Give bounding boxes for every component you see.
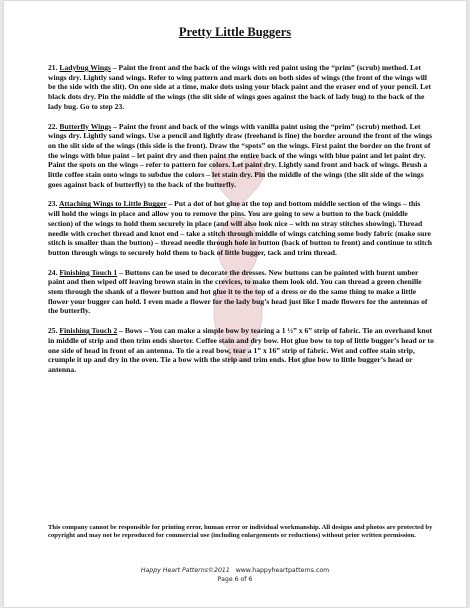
footer-line: [4, 566, 466, 575]
step-24: [48, 268, 434, 317]
step-text: – Buttons can be used to decorate the dresses. New buttons can be painted with burnt umber paint and then wiped off leaving brown stain in the crevices, to make them look old. You can thread a green chenille stem through the shank of a flower button and hot glue it to the top of a dress or do the same thing to make a little flower your bugger can hold. I even made a flower for the lady bug’s head just like I made flowers for the antennas of the butterfly.: [48, 267, 428, 316]
step-22: [48, 122, 434, 190]
step-number: 22.: [48, 121, 58, 131]
step-number: 25.: [48, 326, 58, 336]
step-heading: Butterfly Wings: [59, 121, 112, 131]
page-number: Page 6 of 6: [217, 576, 253, 583]
step-25: [48, 326, 434, 375]
step-text: – Paint the front and back of the wings with vanilla paint using the “prim” (scrub) method. Let wings dry. Lightly sand wings. Use a pencil and lightly draw (freehand is fine) the border around the front of the wings on the slit side of the wings (this side is the front). Draw the “spots” on the wings. First paint the border on the front of the wings with blue paint – let paint dry and then paint the entire back of the wings with blue paint and let paint dry. Paint the spots on the wings – refer to pattern for colors. Let paint dry. Lightly sand front and back of wings. Brush a little coffee stain onto wings to subdue the colors – let stain dry. Pin the middle of the wings (the slit side of the wings goes against back of butterfly) to the back of the butterfly.: [48, 121, 433, 189]
step-number: 21.: [48, 63, 58, 72]
step-number: 23.: [48, 199, 58, 209]
page-title: Pretty Little Buggers: [178, 25, 292, 39]
step-heading: Finishing Touch 1: [59, 267, 118, 277]
step-text: – Bows – You can make a simple bow by tearing a 1 ½” x 6” strip of fabric. Tie an overhand knot in middle of strip and then trim ends shorter. Coffee stain and dry bow. Hot glue bow to top of little bugger’s head or to one side of head in front of an antenna. To tie a real bow, tear a 1” x 16” strip of fabric. Wet and coffee stain strip, crumple it up and dry in the oven. Tie a bow with the strip and trim ends. Hot glue bow to little bugger’s head or antenna.: [48, 326, 434, 374]
instructions: [48, 63, 434, 385]
step-heading: Attaching Wings to Little Bugger: [58, 199, 167, 209]
brand-name: Happy Heart Patterns©2011: [140, 567, 230, 574]
step-heading: Finishing Touch 2: [59, 326, 118, 336]
step-heading: Ladybug Wings: [59, 63, 111, 72]
step-text: – Paint the front and the back of the wings with red paint using the “prim” (scrub) method. Let wings dry. Lightly sand wings. Refer to wing pattern and mark dots on both sides of wings (the front of the wings will be the side with the slit). On one side at a time, make dots using your black paint and the eraser end of your pencil. Let black dots dry. Pin the middle of the wings (the slit side of wings goes against the back of lady bug) to the back of the lady bug. Go to step 23.: [48, 63, 432, 111]
page-footer: [4, 566, 466, 584]
step-21: [48, 63, 434, 112]
website-link[interactable]: www.happyheartpatterns.com: [235, 567, 330, 574]
step-23: [48, 199, 434, 257]
step-text: – Put a dot of hot glue at the top and bottom middle section of the wings – this will hold the wings in place and allow you to remove the pins. You are going to sew a button to the back (middle section) of the wings to hold them securely in place (and will also look nice – with no stray stitches showing). Thread needle with crochet thread and knot end – take a stitch through middle of wings catching some body fabric (make sure stitch is smaller than the button) – thread needle through hole in button (back of button to front) and continue to stitch button through wings to securely hold them to back of little bugger, tack and trim thread.: [48, 199, 433, 257]
document-page: [4, 1, 466, 607]
copyright-disclaimer: This company cannot be responsible for printing error, human error or individual workmanship. All designs and photos are protected by copyright and may not be reproduced for commercial use (including enlargements or reductions) without prior written permission.: [48, 524, 433, 540]
step-number: 24.: [48, 267, 58, 277]
